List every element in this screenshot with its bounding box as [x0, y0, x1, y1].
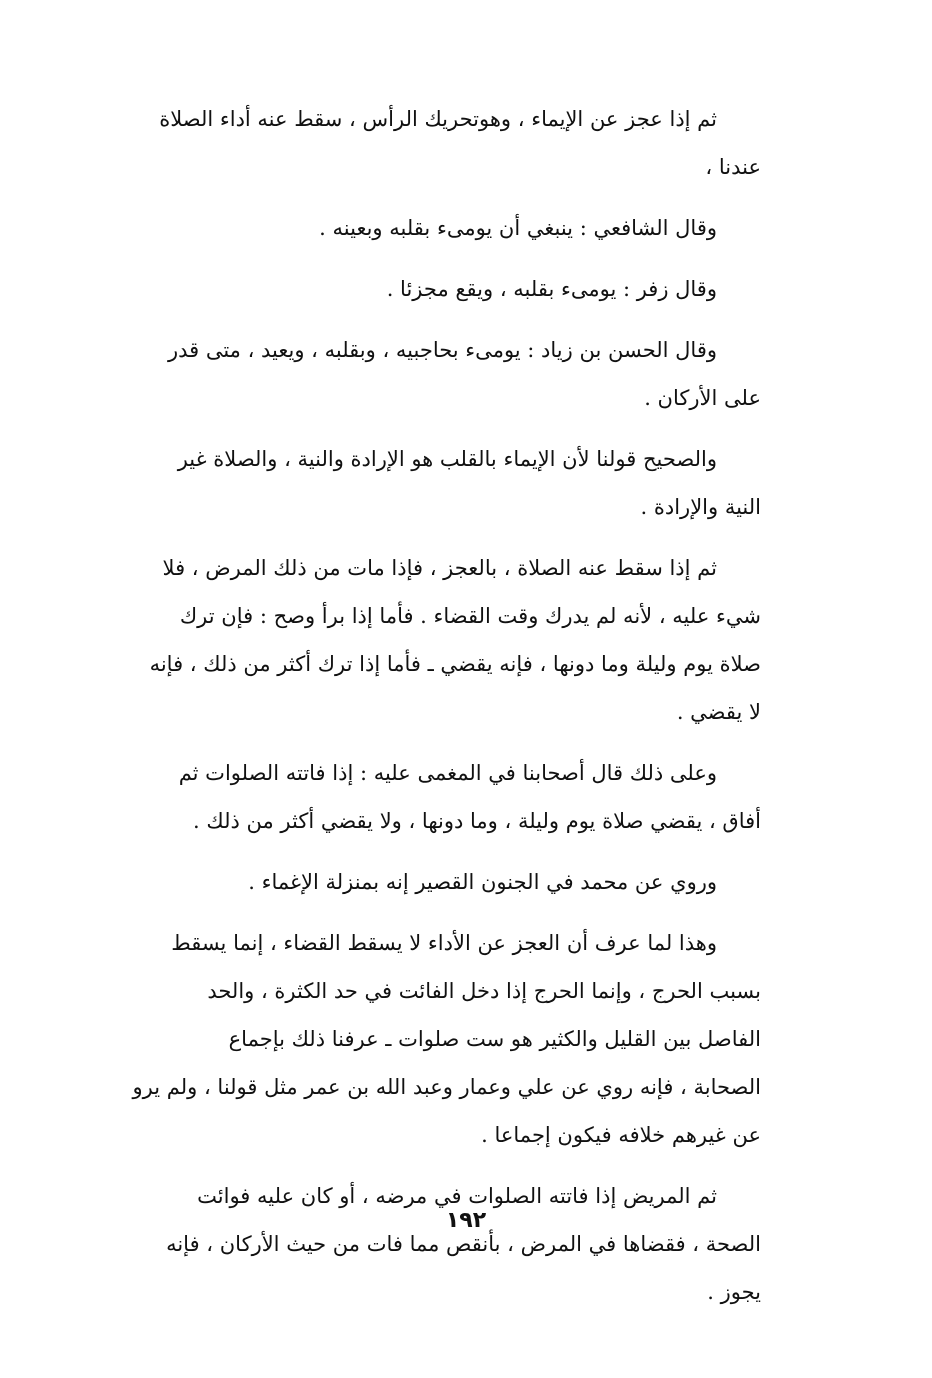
paragraph-9	[103, 919, 761, 1159]
paragraph-line: الصحابة ، فإنه روي عن علي وعمار وعبد الله بن عمر مثل قولنا ، ولم يرو	[132, 1075, 761, 1099]
paragraph-line: شيء عليه ، لأنه لم يدرك وقت القضاء . فأما إذا برأ وصح : فإن ترك	[179, 604, 761, 628]
paragraph-line: ثم إذا عجز عن الإيماء ، وهوتحريك الرأس ، سقط عنه أداء الصلاة	[159, 107, 717, 131]
paragraph-line: والصحيح قولنا لأن الإيماء بالقلب هو الإرادة والنية ، والصلاة غير	[177, 447, 717, 471]
page-number: ١٩٢	[445, 1208, 487, 1233]
paragraph-line: وروي عن محمد في الجنون القصير إنه بمنزلة الإغماء .	[248, 870, 717, 894]
paragraph-line: عندنا ،	[705, 155, 761, 179]
paragraph-line: عن غيرهم خلافه فيكون إجماعا .	[481, 1123, 761, 1147]
paragraph-8	[103, 858, 761, 906]
paragraph-2	[103, 204, 761, 252]
paragraph-line: أفاق ، يقضي صلاة يوم وليلة ، وما دونها ، ولا يقضي أكثر من ذلك .	[193, 809, 761, 833]
paragraph-7	[103, 749, 761, 845]
paragraph-5	[103, 435, 761, 531]
paragraph-6	[103, 544, 761, 736]
body-text	[103, 95, 761, 1329]
paragraph-1	[103, 95, 761, 191]
paragraph-line: ثم إذا سقط عنه الصلاة ، بالعجز ، فإذا مات من ذلك المرض ، فلا	[162, 556, 717, 580]
paragraph-line: يجوز .	[707, 1280, 761, 1304]
paragraph-3	[103, 265, 761, 313]
paragraph-line: النية والإرادة .	[640, 495, 761, 519]
paragraph-line: الصحة ، فقضاها في المرض ، بأنقص مما فات من حيث الأركان ، فإنه	[166, 1232, 761, 1256]
paragraph-10	[103, 1172, 761, 1316]
paragraph-line: وعلى ذلك قال أصحابنا في المغمى عليه : إذا فاتته الصلوات ثم	[178, 761, 717, 785]
paragraph-line: صلاة يوم وليلة وما دونها ، فإنه يقضي ـ فأما إذا ترك أكثر من ذلك ، فإنه	[149, 652, 761, 676]
paragraph-line: على الأركان .	[644, 386, 761, 410]
paragraph-line: وقال الحسن بن زياد : يومىء بحاجبيه ، وبقلبه ، ويعيد ، متى قدر	[167, 338, 717, 362]
paragraph-4	[103, 326, 761, 422]
paragraph-line: وقال زفر : يومىء بقلبه ، ويقع مجزئا .	[386, 277, 717, 301]
paragraph-line: الفاصل بين القليل والكثير هو ست صلوات ـ عرفنا ذلك بإجماع	[228, 1027, 761, 1051]
paragraph-line: لا يقضي .	[676, 700, 761, 724]
paragraph-line: وهذا لما عرف أن العجز عن الأداء لا يسقط القضاء ، إنما يسقط	[171, 931, 717, 955]
paragraph-line: بسبب الحرج ، وإنما الحرج إذا دخل الفائت في حد الكثرة ، والحد	[207, 979, 761, 1003]
paragraph-line: وقال الشافعي : ينبغي أن يومىء بقلبه وبعينه .	[319, 216, 717, 240]
paragraph-line: ثم المريض إذا فاتته الصلوات في مرضه ، أو كان عليه فوائت	[197, 1184, 717, 1208]
